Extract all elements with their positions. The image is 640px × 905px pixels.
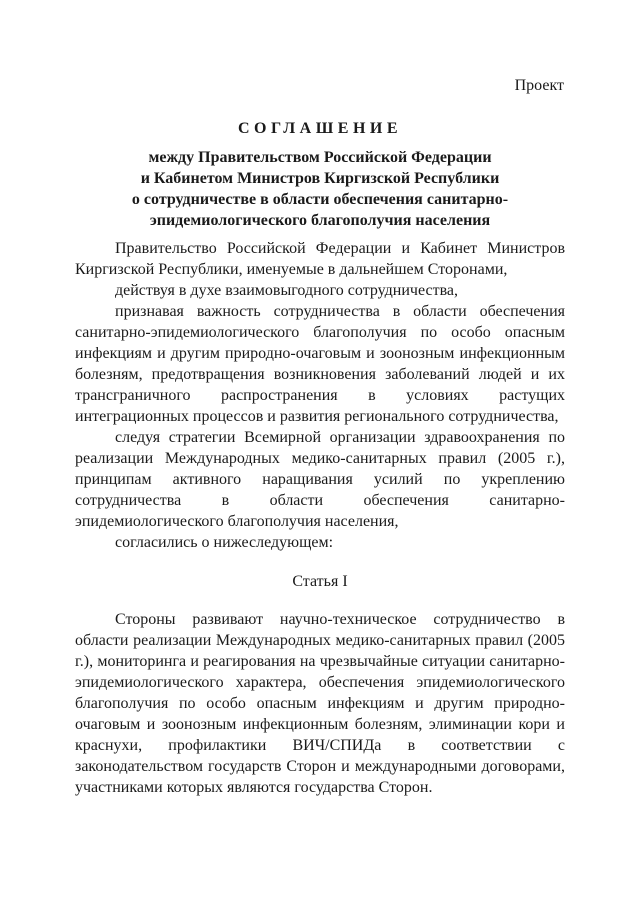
preamble-paragraph-agreed: согласились о нижеследующем: — [115, 534, 334, 551]
subtitle-line-4: эпидемиологического благополучия населения — [149, 212, 491, 229]
preamble-paragraph-parties: Правительство Российской Федерации и Кабинет Министров Киргизской Республики, именуемые в дальнейшем Сторонами, — [75, 240, 565, 278]
preamble-paragraph-spirit: действуя в духе взаимовыгодного сотрудничества, — [115, 282, 459, 299]
subtitle-line-2: и Кабинетом Министров Киргизской Республики — [140, 170, 500, 187]
subtitle-line-1: между Правительством Российской Федерации — [148, 149, 492, 166]
document-body — [75, 238, 565, 798]
draft-label: Проект — [514, 77, 564, 94]
subtitle-line-3: о сотрудничестве в области обеспечения санитарно- — [131, 191, 509, 208]
document-title: СОГЛАШЕНИЕ — [237, 120, 403, 137]
article-1-text: Стороны развивают научно-техническое сотрудничество в области реализации Международных медико-санитарных правил (2005 г.), мониторинга и реагирования на чрезвычайные ситуации санитарно-эпидемиологического характера, обеспечения эпидемиологического благополучия по особо опасным инфекциям и другим природно-очаговым и зоонозным инфекционным болезням, элиминации кори и краснухи, профилактики ВИЧ/СПИДа в соответствии с законодательством государств Сторон и международными договорами, участниками которых являются государства Сторон. — [75, 611, 565, 796]
article-1-heading: Статья I — [292, 573, 348, 590]
title-block — [75, 118, 565, 231]
preamble-paragraph-following: следуя стратегии Всемирной организации здравоохранения по реализации Международных медико-санитарных правил (2005 г.), принципам активного наращивания усилий по укреплению сотрудничества в области обеспечения санитарно-эпидемиологического благополучия населения, — [75, 429, 565, 530]
preamble-paragraph-recognizing: признавая важность сотрудничества в области обеспечения санитарно-эпидемиологического благополучия по особо опасным инфекциям и другим природно-очаговым и зоонозным инфекционным болезням, предотвращения возникновения заболеваний людей и их трансграничного распространения в условиях растущих интеграционных процессов и развития регионального сотрудничества, — [75, 303, 565, 425]
